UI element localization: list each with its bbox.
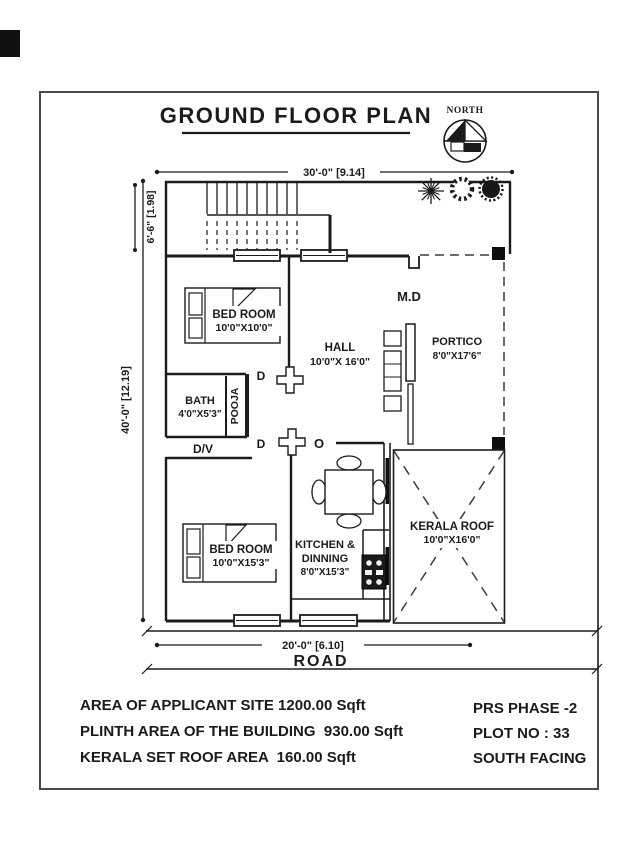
tv-unit-icon [384,331,401,411]
page-title: GROUND FLOOR PLAN [159,103,433,128]
room-kerala-roof [394,450,505,623]
stove-icon [362,555,386,589]
room-bedroom-bottom [183,524,278,582]
door-label: D [256,369,266,383]
room-size: 10'0"X10'0" [215,322,273,334]
door-icon [279,429,305,455]
road-band [142,626,602,674]
door-label: D [256,437,266,451]
plot-info [473,700,586,767]
dimension-left-inner-label: 6'-6" [1.98] [145,190,157,244]
plot-info-line: PRS PHASE -2 [473,700,578,717]
scan-artifact [0,30,20,57]
column-marker [492,247,505,260]
tree-icons [418,178,503,205]
portico-boundary [420,247,505,450]
room-size: 8'0"X15'3" [300,567,350,578]
wall-pier [408,384,413,444]
room-size: 8'0"X17'6" [432,351,482,362]
room-hall [310,324,415,444]
room-label: HALL [324,342,356,354]
dimension-top-label: 30'-0" [9.14] [303,167,365,179]
title-block [160,103,432,133]
main-door-label: M.D [397,289,421,304]
room-label: BED ROOM [212,309,276,321]
room-label: KERALA ROOF [410,521,494,533]
room-kitchen [291,456,390,599]
note-line: PLINTH AREA OF THE BUILDING 930.00 Sqft [80,723,404,740]
dining-table-icon [312,456,386,528]
room-label-pooja: POOJA [229,387,241,425]
column-marker [492,437,505,450]
north-compass-icon [444,106,486,162]
room-label: BATH [185,395,215,407]
plot-info-line: SOUTH FACING [473,750,587,767]
room-size: 10'0"X15'3" [212,557,270,569]
room-size: 10'0"X16'0" [423,534,481,546]
room-size: 4'0"X5'3" [178,409,222,420]
staircase-icon [207,183,330,253]
room-label: BED ROOM [209,544,273,556]
tree-icon [418,178,444,204]
door-icon [277,367,303,393]
north-label: NORTH [446,106,484,116]
room-label: DINNING [301,553,349,565]
note-line: KERALA SET ROOF AREA 160.00 Sqft [80,749,356,766]
wall-pier [406,324,415,381]
door-ventilator-label: D/V [192,442,214,456]
room-bath [178,395,221,420]
room-portico [432,336,483,362]
dimension-left-outer [120,179,145,622]
room-label: KITCHEN & [295,539,355,551]
tree-icon [452,179,472,199]
room-label: PORTICO [431,336,483,348]
room-bedroom-top [185,288,282,343]
area-notes [80,697,403,766]
dimension-road-label: 20'-0" [6.10] [282,640,344,652]
dimension-road [155,640,472,652]
dimension-left-inner [133,183,157,252]
plot-info-line: PLOT NO : 33 [473,725,570,742]
dimension-left-outer-label: 40'-0" [12.19] [120,366,132,434]
road-label: ROAD [293,653,349,670]
note-line: AREA OF APPLICANT SITE 1200.00 Sqft [80,697,366,714]
room-size: 10'0"X 16'0" [310,356,370,368]
opening-label: O [313,436,325,451]
